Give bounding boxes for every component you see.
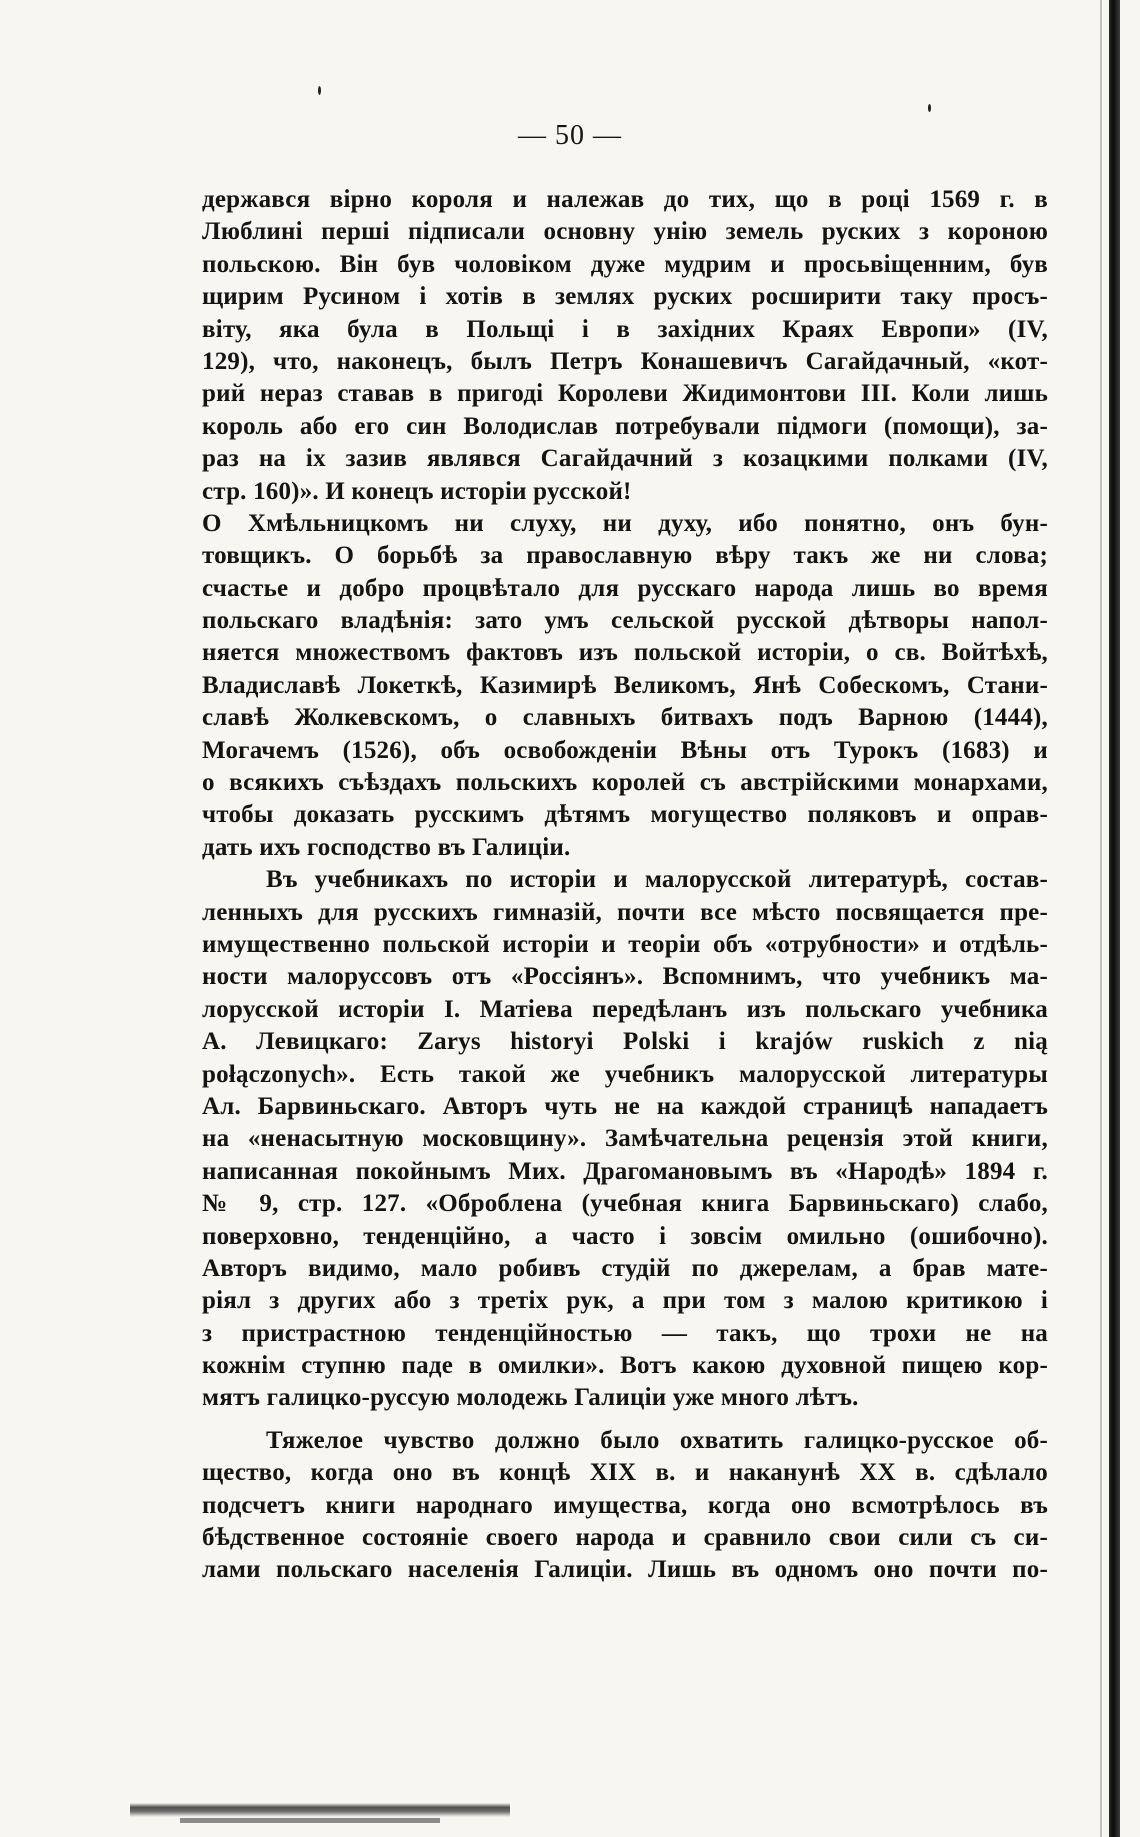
- page-edge-line: [1100, 0, 1102, 1837]
- text-line: рий нераз ставав в пригоді Королеви Жидимонтови III. Коли лишь: [202, 380, 1048, 408]
- text-line: з пристрастною тенденційностью — такъ, що трохи не на: [202, 1319, 1048, 1347]
- text-line: 129), что, наконецъ, былъ Петръ Конашевичъ Сагайдачный, «кот-: [202, 347, 1048, 375]
- paragraph-start-line: Въ учебникахъ по исторіи и малорусской литературѣ, состав-: [266, 866, 1048, 894]
- text-line: ности малоруссовъ отъ «Россіянъ». Вспомнимъ, что учебникъ ма-: [202, 963, 1048, 991]
- text-line: чтобы доказать русскимъ дѣтямъ могущество поляковъ и оправ-: [202, 801, 1048, 829]
- text-line: лорусской исторіи І. Матіева передѣланъ изъ польскаго учебника: [202, 995, 1048, 1023]
- scan-speck: [928, 104, 931, 112]
- text-line: Люблині перші підписали основну унію земель руских з короною: [202, 218, 1048, 246]
- text-line: о всякихъ съѣздахъ польскихъ королей съ австрійскими монархами,: [202, 769, 1048, 797]
- scan-speck: [318, 86, 321, 95]
- page-edge-shadow: [1109, 0, 1120, 1837]
- text-line: мятъ галицко-руссую молодежь Галиціи уже много лѣтъ.: [202, 1384, 859, 1412]
- text-line: поверховно, тенденційно, а часто і зовсім омильно (ошибочно).: [202, 1222, 1048, 1250]
- text-line: ленныхъ для русскихъ гимназій, почти все мѣсто посвящается пре-: [202, 898, 1048, 926]
- text-line: на «ненасытную московщину». Замѣчательна рецензія этой книги,: [202, 1125, 1048, 1153]
- text-line: щирим Русином і хотів в землях руских росширити таку просъ-: [202, 283, 1048, 311]
- text-line: А. Левицкаго: Zarys historyi Polski i krajów ruskich z nią: [202, 1028, 1048, 1056]
- text-line: віту, яка була в Польщі і в західних Краях Европи» (IV,: [202, 315, 1048, 343]
- text-line: король або его син Володислав потребували підмоги (помощи), за-: [202, 412, 1048, 440]
- text-line: Авторъ видимо, мало робивъ студій по джерелам, а брав мате-: [202, 1254, 1048, 1282]
- text-line: лами польскаго населенія Галиціи. Лишь въ одномъ оно почти по-: [202, 1556, 1048, 1584]
- text-line: няется множествомъ фактовъ изъ польской исторіи, о св. Войтѣхѣ,: [202, 639, 1048, 667]
- text-line: польскаго владѣнія: зато умъ сельской русской дѣтворы напол-: [202, 607, 1048, 635]
- text-line: połączonych». Есть такой же учебникъ малорусской литературы: [202, 1060, 1048, 1088]
- text-line: имущественно польской исторіи и теоріи объ «отрубности» и отдѣль-: [202, 930, 1048, 958]
- text-line: счастье и добро процвѣтало для русскаго народа лишь во время: [202, 574, 1048, 602]
- text-line: О Хмѣльницкомъ ни слуху, ни духу, ибо понятно, онъ бун-: [202, 509, 1048, 537]
- text-line: держався вірно короля и належав до тих, що в році 1569 г. в: [202, 186, 1048, 213]
- text-line: Владиславѣ Локеткѣ, Казимирѣ Великомъ, Янѣ Собескомъ, Стани-: [202, 671, 1048, 699]
- text-line: товщикъ. О борьбѣ за православную вѣру такъ же ни слова;: [202, 542, 1048, 570]
- text-line: раз на іх зазив являвся Сагайдачний з козацкими полками (IV,: [202, 445, 1048, 473]
- paragraph-start-line: Тяжелое чувство должно было охватить галицко-русское об-: [266, 1426, 1048, 1454]
- text-line: подсчетъ книги народнаго имущества, когда оно всмотрѣлось въ: [202, 1491, 1048, 1519]
- text-line: дать ихъ господство въ Галиціи.: [202, 833, 571, 861]
- text-line: Могачемъ (1526), объ освобожденіи Вѣны отъ Турокъ (1683) и: [202, 736, 1048, 764]
- body-text: [202, 184, 1048, 1587]
- text-line: бѣдственное состояніе своего народа и сравнило свои сили съ си-: [202, 1524, 1048, 1552]
- text-line: польскою. Він був чоловіком дуже мудрим и просьвіщенним, був: [202, 250, 1048, 278]
- text-line: Ал. Барвиньскаго. Авторъ чуть не на каждой страницѣ нападаетъ: [202, 1092, 1048, 1120]
- text-line: № 9, стр. 127. «Оброблена (учебная книга Барвиньскаго) слабо,: [202, 1190, 1048, 1218]
- text-line: щество, когда оно въ концѣ XIX в. и наканунѣ XX в. сдѣлало: [202, 1459, 1048, 1487]
- scan-artifact-rule: [130, 1803, 510, 1817]
- text-line: ріял з других або з третіх рук, а при том з малою критикою і: [202, 1287, 1048, 1315]
- text-line: написанная покойнымъ Мих. Драгомановымъ въ «Народѣ» 1894 г.: [202, 1157, 1048, 1185]
- text-line: кожнім ступню паде в омилки». Вотъ какою духовной пищею кор-: [202, 1352, 1048, 1380]
- text-line: стр. 160)». И конецъ исторіи русской!: [202, 477, 632, 505]
- page-number: — 50 —: [518, 120, 622, 151]
- text-line: славѣ Жолкевскомъ, о славныхъ битвахъ подъ Варною (1444),: [202, 704, 1048, 732]
- scan-artifact-rule: [180, 1818, 440, 1823]
